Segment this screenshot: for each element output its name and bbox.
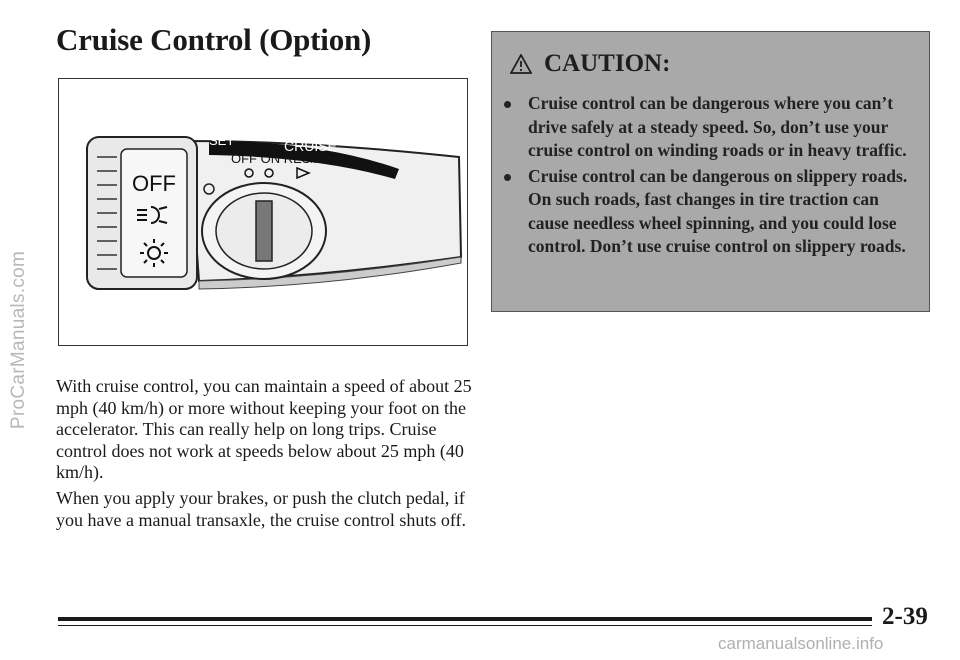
caution-title: CAUTION: [544, 50, 671, 77]
caution-box [491, 31, 930, 312]
lever-set-label: SET [209, 133, 235, 148]
cruise-lever-illustration [58, 78, 468, 346]
caution-item-text: Cruise control can be dangerous on slippery roads. On such roads, fast changes in tire traction can cause needless wheel spinning, and you could lose control. Don’t use cruise control on slippery roads. [528, 165, 908, 256]
caution-list [502, 92, 922, 261]
side-watermark [4, 120, 34, 560]
cruise-lever-drawing [59, 79, 469, 347]
bullet-icon [504, 174, 511, 181]
knob-off-label: OFF [132, 171, 176, 196]
lever-modes-label: OFF ON RES/ACC [231, 151, 342, 166]
bottom-watermark: carmanualsonline.info [718, 634, 884, 653]
bullet-icon [504, 101, 511, 108]
caution-item-text: Cruise control can be dangerous where you can’t drive safely at a steady speed. So, don’t use your cruise control on winding roads or in heavy traffic. [528, 93, 907, 160]
cruise-dial-slot [256, 201, 272, 261]
paragraph-brake: When you apply your brakes, or push the clutch pedal, if you have a manual transaxle, the cruise control shuts off. [56, 488, 467, 530]
paragraph-intro: With cruise control, you can maintain a speed of about 25 mph (40 km/h) or more without keeping your foot on the accelerator. This can really help on long trips. Cruise control does not work at speeds below about 25 mph (40 km/h). [56, 376, 472, 482]
caution-item [502, 165, 922, 259]
footer-rule-thin [58, 625, 872, 626]
side-watermark-text: ProCarManuals.com [8, 250, 29, 430]
lever-cruise-label: CRUISE [284, 138, 337, 154]
caution-header [510, 50, 670, 78]
footer-rule-thick [58, 617, 872, 621]
warning-triangle-icon [510, 54, 532, 74]
page-number: 2-39 [882, 603, 928, 630]
caution-item [502, 92, 922, 163]
page-title: Cruise Control (Option) [56, 22, 372, 57]
knob-face [121, 149, 187, 277]
